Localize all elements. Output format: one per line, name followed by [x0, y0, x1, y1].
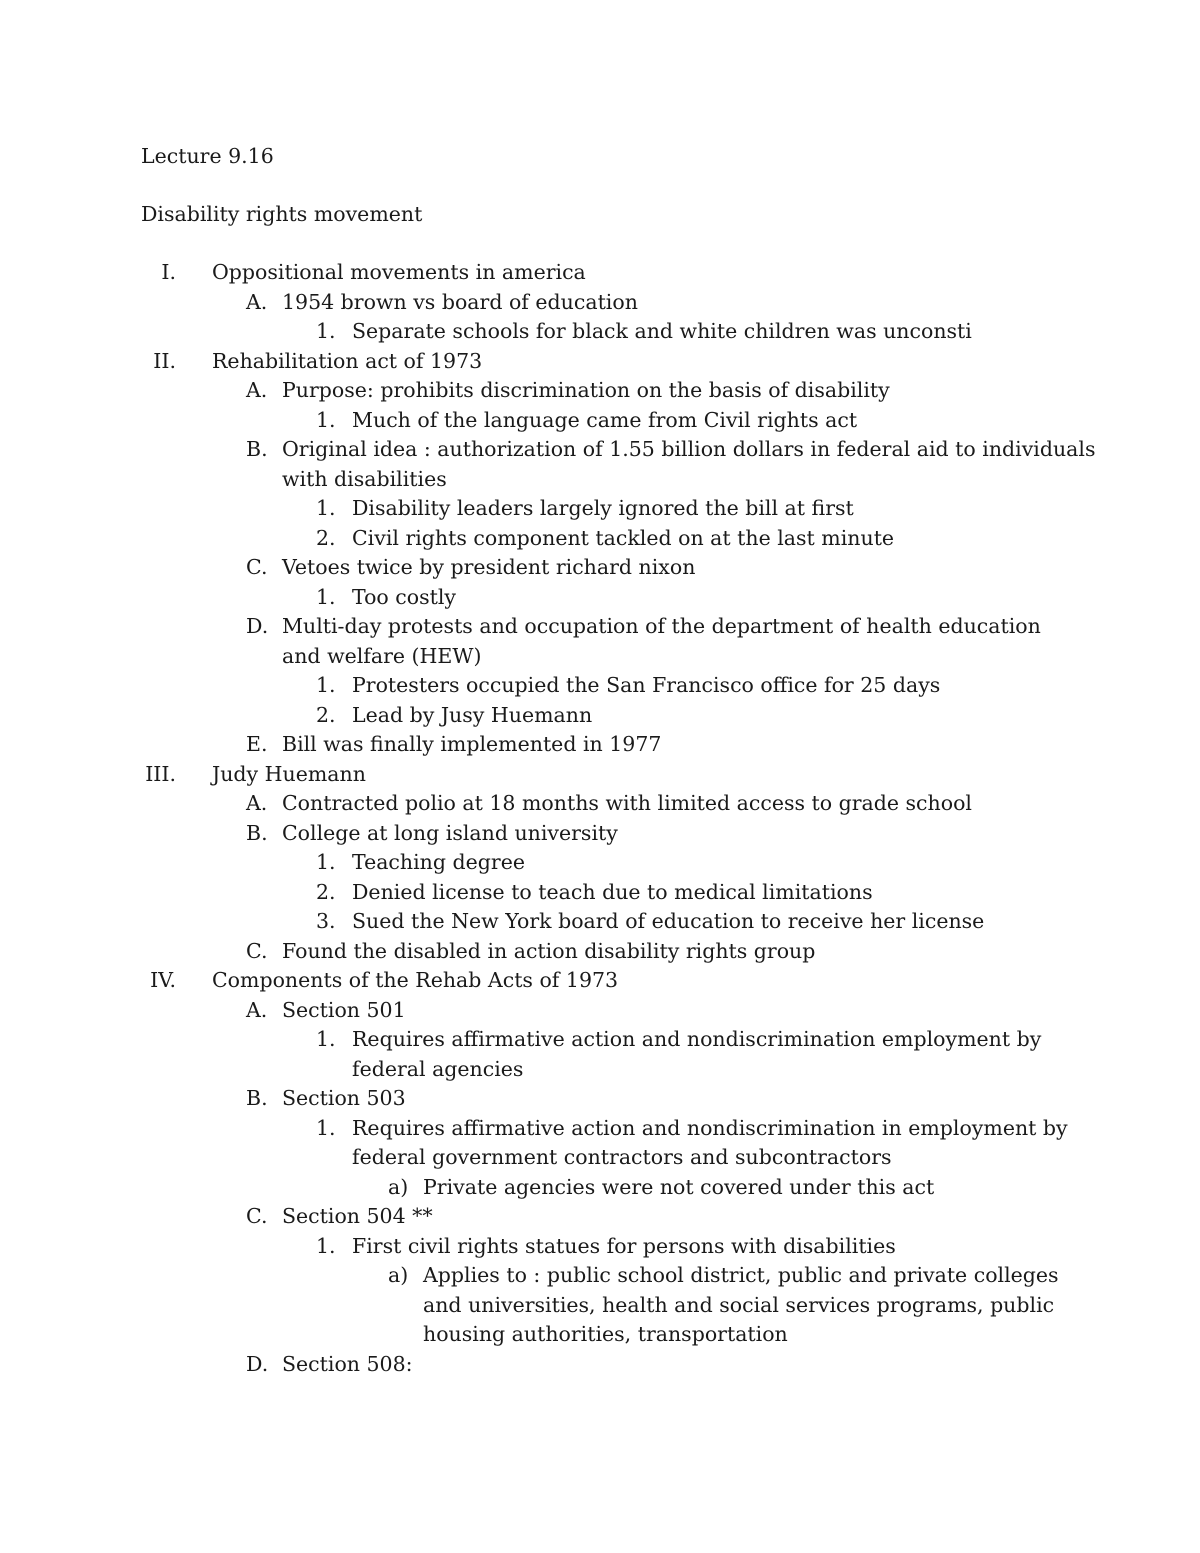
- outline-text: federal agencies: [352, 1056, 524, 1081]
- outline-marker: 1.: [316, 319, 336, 343]
- outline-text: Oppositional movements in america: [212, 260, 586, 284]
- outline-item-level-3: [0, 878, 1200, 908]
- outline-item-level-3: [0, 1114, 1200, 1144]
- outline-item-level-3: [0, 848, 1200, 878]
- outline-marker: 1.: [316, 1233, 336, 1258]
- outline-marker: B.: [246, 820, 268, 845]
- outline-marker: III.: [145, 761, 176, 786]
- outline-text: Multi-day protests and occupation of the department of health education: [282, 614, 1041, 638]
- outline-text: Contracted polio at 18 months with limited access to grade school: [282, 791, 972, 815]
- outline-marker: C.: [246, 555, 268, 579]
- outline-item-level-4: [0, 1291, 1200, 1321]
- outline-item-level-2: [0, 789, 1200, 819]
- outline-item-level-2: [0, 996, 1200, 1026]
- outline-text: Sued the New York board of education to receive her license: [352, 909, 985, 933]
- outline-text: Denied license to teach due to medical limitations: [352, 879, 873, 904]
- outline-text: Section 501: [282, 997, 406, 1022]
- outline-text: Purpose: prohibits discrimination on the basis of disability: [282, 378, 890, 402]
- outline-marker: C.: [246, 938, 268, 963]
- outline-text: Section 504 **: [282, 1204, 433, 1228]
- outline-marker: A.: [246, 378, 268, 402]
- outline-item-level-4: [0, 1173, 1200, 1203]
- outline-text: Separate schools for black and white children was unconsti: [352, 319, 972, 343]
- outline-item-level-2: [0, 1350, 1200, 1380]
- outline-marker: E.: [246, 732, 268, 756]
- outline-text: with disabilities: [282, 466, 447, 491]
- outline-text: Vetoes twice by president richard nixon: [282, 555, 696, 579]
- outline-item-level-1: [0, 347, 1200, 377]
- outline-marker: a): [388, 1174, 409, 1199]
- outline-marker: 2.: [316, 525, 336, 550]
- outline-text: First civil rights statues for persons with disabilities: [352, 1233, 896, 1258]
- outline-item-level-2: [0, 612, 1200, 642]
- outline-text: Teaching degree: [352, 850, 525, 874]
- outline-marker: A.: [246, 289, 268, 314]
- outline-item-level-3: [0, 494, 1200, 524]
- outline-marker: a): [388, 1263, 409, 1287]
- outline-text: College at long island university: [282, 820, 618, 845]
- outline-marker: IV.: [150, 968, 176, 992]
- outline-item-level-3: [0, 701, 1200, 731]
- outline-marker: B.: [246, 1086, 268, 1110]
- outline-item-level-2: [0, 465, 1200, 495]
- outline-marker: 3.: [316, 909, 336, 933]
- outline-item-level-3: [0, 1025, 1200, 1055]
- outline-marker: 1.: [316, 407, 336, 432]
- outline-item-level-2: [0, 376, 1200, 406]
- outline-item-level-2: [0, 819, 1200, 849]
- outline-text: Requires affirmative action and nondiscrimination in employment by: [352, 1115, 1068, 1140]
- outline-text: 1954 brown vs board of education: [282, 289, 638, 314]
- outline-item-level-2: [0, 642, 1200, 672]
- outline-marker: D.: [246, 1351, 269, 1376]
- outline-marker: A.: [246, 997, 268, 1022]
- outline-item-level-2: [0, 937, 1200, 967]
- outline-marker: 2.: [316, 879, 336, 904]
- outline-item-level-2: [0, 1202, 1200, 1232]
- outline-item-level-2: [0, 288, 1200, 318]
- page-subtitle: Disability rights movement: [141, 202, 423, 226]
- outline-text: Components of the Rehab Acts of 1973: [212, 968, 619, 992]
- page-title: Lecture 9.16: [141, 144, 274, 168]
- outline-item-level-2: [0, 730, 1200, 760]
- outline-item-level-2: [0, 435, 1200, 465]
- outline-marker: D.: [246, 614, 269, 638]
- outline-item-level-3: [0, 1143, 1200, 1173]
- outline-text: Original idea : authorization of 1.55 billion dollars in federal aid to individuals: [282, 437, 1096, 461]
- outline-item-level-1: [0, 760, 1200, 790]
- outline-text: federal government contractors and subcontractors: [352, 1145, 892, 1169]
- outline-text: Lead by Jusy Huemann: [352, 702, 593, 727]
- outline-marker: 1.: [316, 496, 336, 520]
- outline-text: Rehabilitation act of 1973: [212, 348, 483, 373]
- outline-item-level-2: [0, 553, 1200, 583]
- outline-marker: 1.: [316, 1115, 336, 1140]
- outline-text: Private agencies were not covered under this act: [423, 1174, 935, 1199]
- outline-item-level-1: [0, 258, 1200, 288]
- outline-marker: B.: [246, 437, 268, 461]
- outline-marker: I.: [161, 260, 176, 284]
- outline-text: and welfare (HEW): [282, 643, 482, 668]
- outline-item-level-3: [0, 1232, 1200, 1262]
- outline-text: Section 503: [282, 1086, 406, 1110]
- outline-text: Found the disabled in action disability rights group: [282, 938, 816, 963]
- outline-marker: 1.: [316, 673, 336, 697]
- outline-item-level-3: [0, 524, 1200, 554]
- outline-marker: 2.: [316, 702, 336, 727]
- outline-text: Much of the language came from Civil rights act: [352, 407, 858, 432]
- outline-text: Requires affirmative action and nondiscrimination employment by: [352, 1027, 1042, 1051]
- outline-list: [0, 258, 1200, 1379]
- outline-marker: C.: [246, 1204, 268, 1228]
- outline-item-level-2: [0, 1084, 1200, 1114]
- outline-text: and universities, health and social services programs, public: [423, 1292, 1055, 1317]
- outline-marker: 1.: [316, 1027, 336, 1051]
- outline-item-level-3: [0, 671, 1200, 701]
- outline-marker: 1.: [316, 850, 336, 874]
- outline-item-level-4: [0, 1320, 1200, 1350]
- outline-text: Bill was finally implemented in 1977: [282, 732, 662, 756]
- outline-item-level-3: [0, 583, 1200, 613]
- outline-marker: II.: [153, 348, 176, 373]
- outline-text: Protesters occupied the San Francisco office for 25 days: [352, 673, 941, 697]
- outline-item-level-3: [0, 907, 1200, 937]
- outline-item-level-3: [0, 1055, 1200, 1085]
- outline-marker: A.: [246, 791, 268, 815]
- outline-text: Section 508:: [282, 1351, 413, 1376]
- outline-item-level-4: [0, 1261, 1200, 1291]
- outline-text: Civil rights component tackled on at the last minute: [352, 525, 895, 550]
- outline-text: Judy Huemann: [212, 761, 366, 786]
- outline-text: Too costly: [352, 584, 457, 609]
- outline-marker: 1.: [316, 584, 336, 609]
- outline-text: Applies to : public school district, public and private colleges: [423, 1263, 1059, 1287]
- outline-item-level-3: [0, 406, 1200, 436]
- outline-item-level-3: [0, 317, 1200, 347]
- outline-text: Disability leaders largely ignored the bill at first: [352, 496, 854, 520]
- outline-item-level-1: [0, 966, 1200, 996]
- outline-text: housing authorities, transportation: [423, 1322, 788, 1346]
